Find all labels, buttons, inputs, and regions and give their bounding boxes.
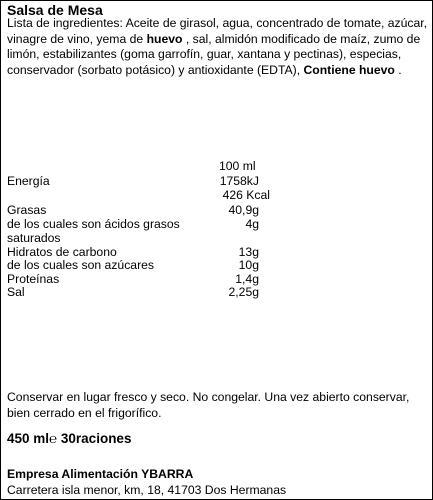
product-title: Salsa de Mesa: [7, 2, 103, 18]
salt-label: Sal: [7, 285, 25, 299]
ingredients-line: Lista de ingredientes: Aceite de girasol, agua, concentrado de tomate, azúcar,: [7, 16, 428, 30]
allergen-egg: huevo: [146, 31, 183, 46]
carbs-value: 13g: [238, 245, 259, 259]
saturated-label-cont: saturados: [7, 231, 61, 245]
protein-label: Proteínas: [7, 272, 60, 286]
ingredients-list: [7, 16, 428, 78]
ingredients-text: .: [394, 62, 402, 77]
portions: 30raciones: [60, 431, 132, 446]
sugars-label: de los cuales son azúcares: [7, 258, 155, 272]
storage-instructions: Conservar en lugar fresco y seco. No congelar. Una vez abierto conservar, bien cerrado en el frigorífico.: [7, 390, 410, 420]
salt-value: 2,25g: [228, 285, 259, 299]
ingredients-line: [7, 31, 421, 48]
sugars-value: 10g: [238, 258, 259, 272]
nutrition-header: 100 ml: [219, 159, 256, 173]
ingredients-text: conservador (sorbato potásico) y antioxidante (EDTA),: [7, 62, 304, 77]
company-name: Empresa Alimentación YBARRA: [7, 467, 194, 481]
saturated-label: de los cuales son ácidos grasos: [7, 217, 180, 231]
allergen-warning: Contiene huevo: [303, 62, 395, 77]
fat-label: Grasas: [7, 203, 47, 217]
e-mark-symbol: ℮: [49, 431, 58, 446]
protein-value: 1,4g: [235, 272, 259, 286]
ingredients-line: limón, estabilizantes (goma garrofín, guar, xantana y pectinas), especias,: [7, 47, 402, 61]
net-quantity: [7, 431, 131, 446]
energy-label: Energía: [7, 174, 50, 188]
fat-value: 40,9g: [228, 203, 259, 217]
carbs-label: Hidratos de carbono: [7, 245, 117, 259]
company-address: Carretera isla menor, km, 18, 41703 Dos Hermanas: [7, 483, 287, 497]
ingredients-text: , sal, almidón modificado de maíz, zumo de: [182, 31, 421, 46]
energy-kcal-value: 426 Kcal: [222, 188, 270, 202]
ingredients-line: [7, 63, 412, 79]
volume: 450 ml: [7, 431, 50, 446]
ingredients-text: vinagre de vino, yema de: [7, 31, 147, 46]
energy-kj-value: 1758kJ: [219, 174, 259, 188]
saturated-value: 4g: [245, 217, 259, 231]
